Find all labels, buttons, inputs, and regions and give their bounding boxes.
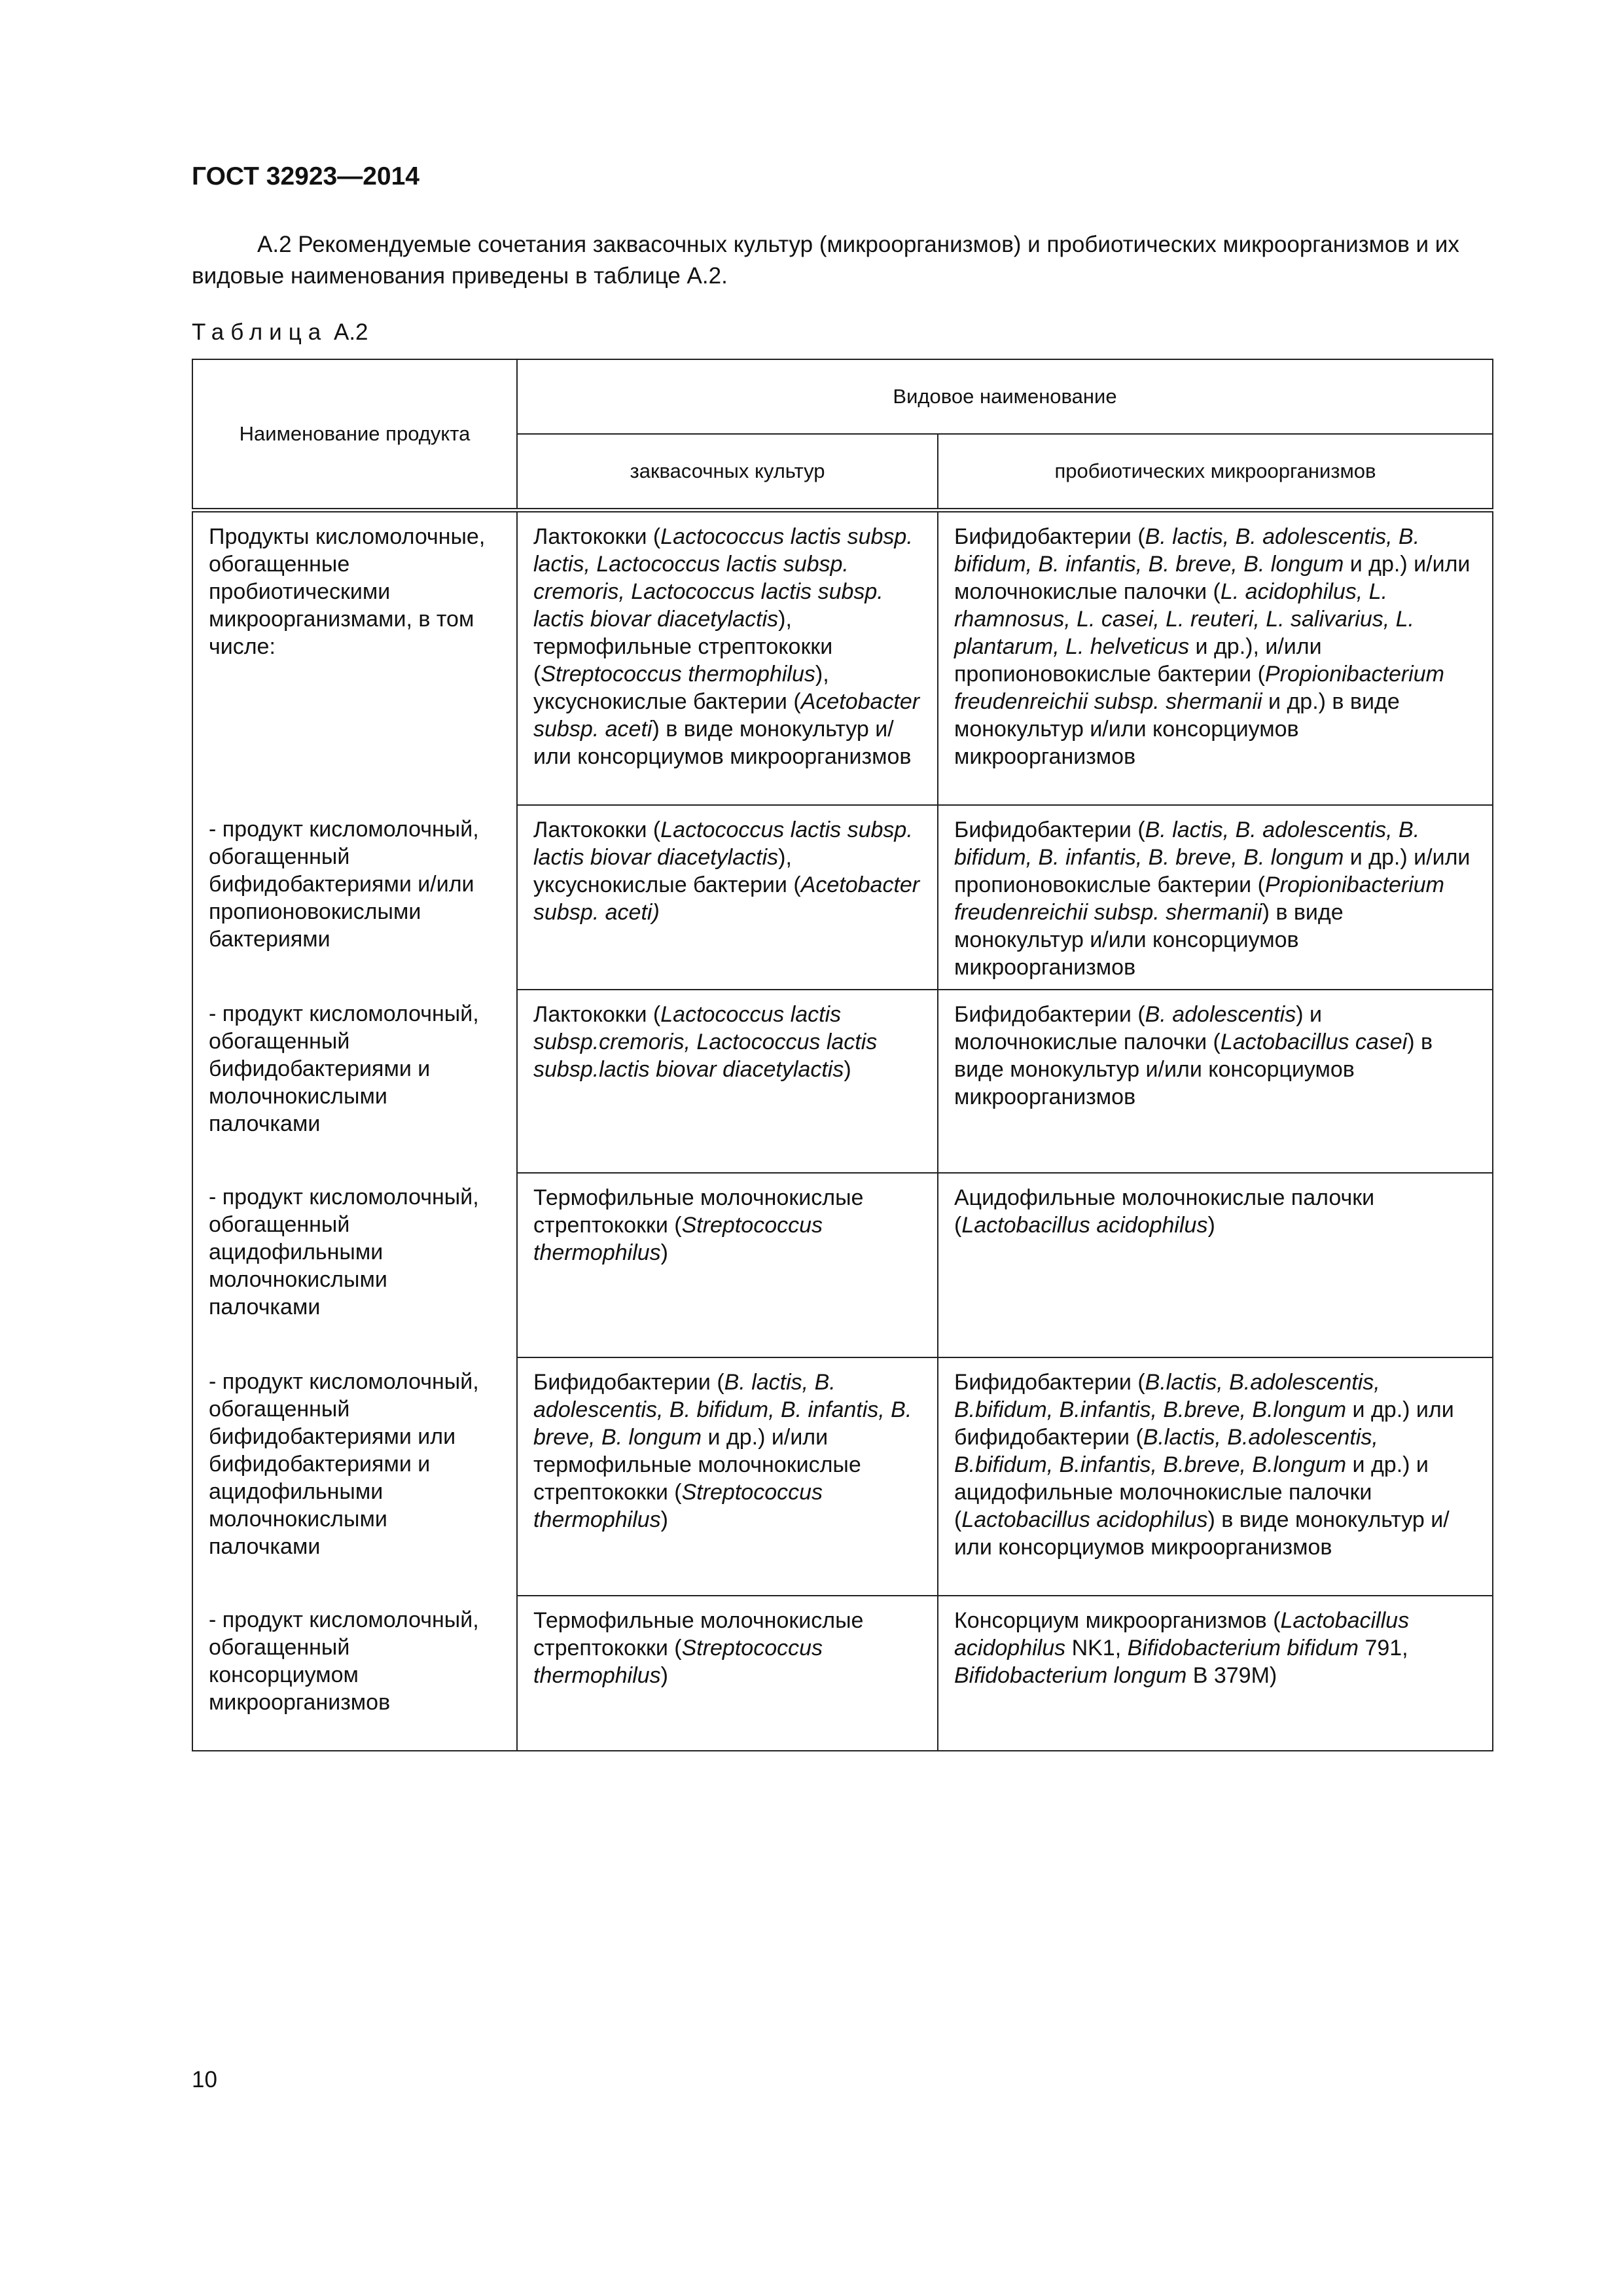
table-row — [192, 1357, 1493, 1596]
cell-text-run: Ацидофильные молочнокислые палочки ( — [954, 1185, 1375, 1238]
species-name-italic: Streptococcus thermophilus — [541, 662, 815, 687]
cell-probiotic — [938, 1173, 1493, 1357]
species-name-italic: Propionibacterium freudenreichii subsp. shermanii — [954, 662, 1444, 714]
species-name-italic: B. adolescentis — [1145, 1002, 1296, 1027]
cell-text-run: Лактококки ( — [533, 1002, 661, 1027]
species-name-italic: B.lactis, B.adolescentis, B.bifidum, B.infantis, B.breve, B.longum — [954, 1425, 1378, 1477]
cell-text-run: Бифидобактерии ( — [954, 1002, 1145, 1027]
table-caption — [192, 319, 368, 346]
cell-text-run: NK1, — [1065, 1636, 1128, 1660]
species-name-italic: Lactococcus lactis subsp. lactis biovar diacetylactis — [533, 817, 913, 870]
species-name-italic: Lactobacillus casei — [1220, 1030, 1408, 1054]
cell-text-run: и др.) в виде монокультур и/или консорциумов микроорганизмов — [954, 689, 1400, 769]
species-name-italic: B.lactis, B.adolescentis, B.bifidum, B.infantis, B.breve, B.longum — [954, 1370, 1380, 1422]
species-table — [192, 359, 1493, 1751]
cell-text-run: Термофильные молочнокислые стрептококки ( — [533, 1185, 864, 1238]
species-name-italic: B. lactis, B. adolescentis, B. bifidum, B. infantis, B. breve, B. longum — [533, 1370, 912, 1450]
header-probiotic: пробиотических микроорганизмов — [938, 434, 1493, 511]
cell-text-run: и др.) и/или пропионовокислые бактерии ( — [954, 845, 1471, 897]
cell-text-run: Лактококки ( — [533, 817, 661, 842]
cell-product: - продукт кисломолочный, обогащенный бифидобактериями и/или пропионовокислыми бактериями — [192, 805, 517, 990]
header-starter: заквасочных культур — [517, 434, 938, 511]
cell-text-run: ) — [1207, 1213, 1215, 1238]
table-row — [192, 990, 1493, 1173]
species-name-italic: Acetobacter subsp. aceti — [533, 689, 920, 742]
intro-paragraph — [192, 229, 1497, 292]
cell-text-run: ), термофильные стрептококки ( — [533, 607, 833, 687]
cell-text-run: ) в виде монокультур и/или консорциумов микроорганизмов — [954, 1507, 1450, 1560]
species-name-italic: Lactococcus lactis subsp. lactis, Lactococcus lactis subsp. cremoris, Lactococcus lactis subsp. lactis biovar diacetylactis — [533, 524, 913, 632]
cell-text-run: и др.) или бифидобактерии ( — [954, 1397, 1454, 1450]
cell-text-run: ), уксуснокислые бактерии ( — [533, 662, 829, 714]
cell-starter — [517, 1173, 938, 1357]
cell-probiotic — [938, 805, 1493, 990]
cell-probiotic — [938, 1596, 1493, 1751]
species-name-italic: Acetobacter subsp. aceti) — [533, 872, 920, 925]
cell-starter — [517, 1596, 938, 1751]
document-header: ГОСТ 32923—2014 — [192, 162, 419, 190]
cell-text-run: ) и молочнокислые палочки ( — [954, 1002, 1322, 1054]
cell-text-run: Термофильные молочнокислые стрептококки ( — [533, 1608, 864, 1660]
cell-text-run: и др.) и ацидофильные молочнокислые палочки ( — [954, 1452, 1429, 1532]
species-name-italic: Lactobacillus acidophilus — [961, 1507, 1208, 1532]
cell-starter — [517, 990, 938, 1173]
species-name-italic: Streptococcus thermophilus — [533, 1213, 823, 1265]
table-row — [192, 1173, 1493, 1357]
species-name-italic: L. acidophilus, L. rhamnosus, L. casei, L. reuteri, L. salivarius, L. plantarum, L. helveticus — [954, 579, 1414, 659]
species-name-italic: B. lactis, B. adolescentis, B. bifidum, B. infantis, B. breve, B. longum — [954, 524, 1420, 577]
species-name-italic: Bifidobacterium bifidum — [1127, 1636, 1359, 1660]
cell-text-run: Консорциум микроорганизмов ( — [954, 1608, 1281, 1633]
cell-product: - продукт кисломолочный, обогащенный бифидобактериями или бифидобактериями и ацидофильными молочнокислыми палочками — [192, 1357, 517, 1596]
table-row — [192, 805, 1493, 990]
cell-text-run: Бифидобактерии ( — [954, 817, 1145, 842]
table-caption-word: Таблица — [192, 319, 328, 345]
header-product: Наименование продукта — [192, 359, 517, 511]
cell-text-run: ) — [660, 1663, 668, 1688]
species-name-italic: Bifidobacterium longum — [954, 1663, 1187, 1688]
cell-text-run: ) — [660, 1507, 668, 1532]
intro-text: А.2 Рекомендуемые сочетания заквасочных культур (микроорганизмов) и пробиотических микроорганизмов и их видовые наименования приведены в таблице А.2. — [192, 232, 1459, 289]
cell-text-run: и др.) и/или молочнокислые палочки ( — [954, 552, 1471, 604]
cell-text-run: Бифидобактерии ( — [533, 1370, 724, 1395]
cell-text-run: и др.) и/или термофильные молочнокислые стрептококки ( — [533, 1425, 861, 1505]
cell-product: Продукты кисломолочные, обогащенные пробиотическими микроорганизмами, в том числе: — [192, 511, 517, 806]
cell-text-run: 791, — [1359, 1636, 1408, 1660]
cell-starter — [517, 805, 938, 990]
cell-text-run: ) — [844, 1057, 851, 1082]
species-name-italic: Streptococcus thermophilus — [533, 1636, 823, 1688]
cell-product: - продукт кисломолочный, обогащенный бифидобактериями и молочнокислыми палочками — [192, 990, 517, 1173]
cell-probiotic — [938, 511, 1493, 806]
species-name-italic: Streptococcus thermophilus — [533, 1480, 823, 1532]
cell-starter — [517, 511, 938, 806]
cell-text-run: ) в виде монокультур и/или консорциумов микроорганизмов — [533, 717, 912, 769]
species-name-italic: Propionibacterium freudenreichii subsp. shermanii — [954, 872, 1444, 925]
species-name-italic: Lactococcus lactis subsp.cremoris, Lactococcus lactis subsp.lactis biovar diacetylactis — [533, 1002, 878, 1082]
cell-text-run: Бифидобактерии ( — [954, 1370, 1145, 1395]
cell-text-run: ), уксуснокислые бактерии ( — [533, 845, 801, 897]
table-caption-number: А.2 — [333, 319, 368, 345]
cell-product: - продукт кисломолочный, обогащенный ацидофильными молочнокислыми палочками — [192, 1173, 517, 1357]
cell-starter — [517, 1357, 938, 1596]
cell-text-run: и др.), и/или пропионовокислые бактерии ( — [954, 634, 1322, 687]
cell-probiotic — [938, 1357, 1493, 1596]
cell-probiotic — [938, 990, 1493, 1173]
species-name-italic: B. lactis, B. adolescentis, B. bifidum, B. infantis, B. breve, B. longum — [954, 817, 1420, 870]
cell-text-run: ) в виде монокультур и/или консорциумов микроорганизмов — [954, 1030, 1433, 1109]
cell-text-run: Бифидобактерии ( — [954, 524, 1145, 549]
cell-text-run: Лактококки ( — [533, 524, 661, 549]
header-species-group: Видовое наименование — [517, 359, 1493, 434]
table-row — [192, 1596, 1493, 1751]
cell-text-run: B 379M) — [1186, 1663, 1277, 1688]
table-row — [192, 511, 1493, 806]
page-number: 10 — [192, 2067, 217, 2092]
species-name-italic: Lactobacillus acidophilus — [961, 1213, 1208, 1238]
cell-product: - продукт кисломолочный, обогащенный консорциумом микроорганизмов — [192, 1596, 517, 1751]
species-name-italic: Lactobacillus acidophilus — [954, 1608, 1410, 1660]
cell-text-run: ) — [660, 1240, 668, 1265]
cell-text-run: ) в виде монокультур и/или консорциумов микроорганизмов — [954, 900, 1344, 980]
